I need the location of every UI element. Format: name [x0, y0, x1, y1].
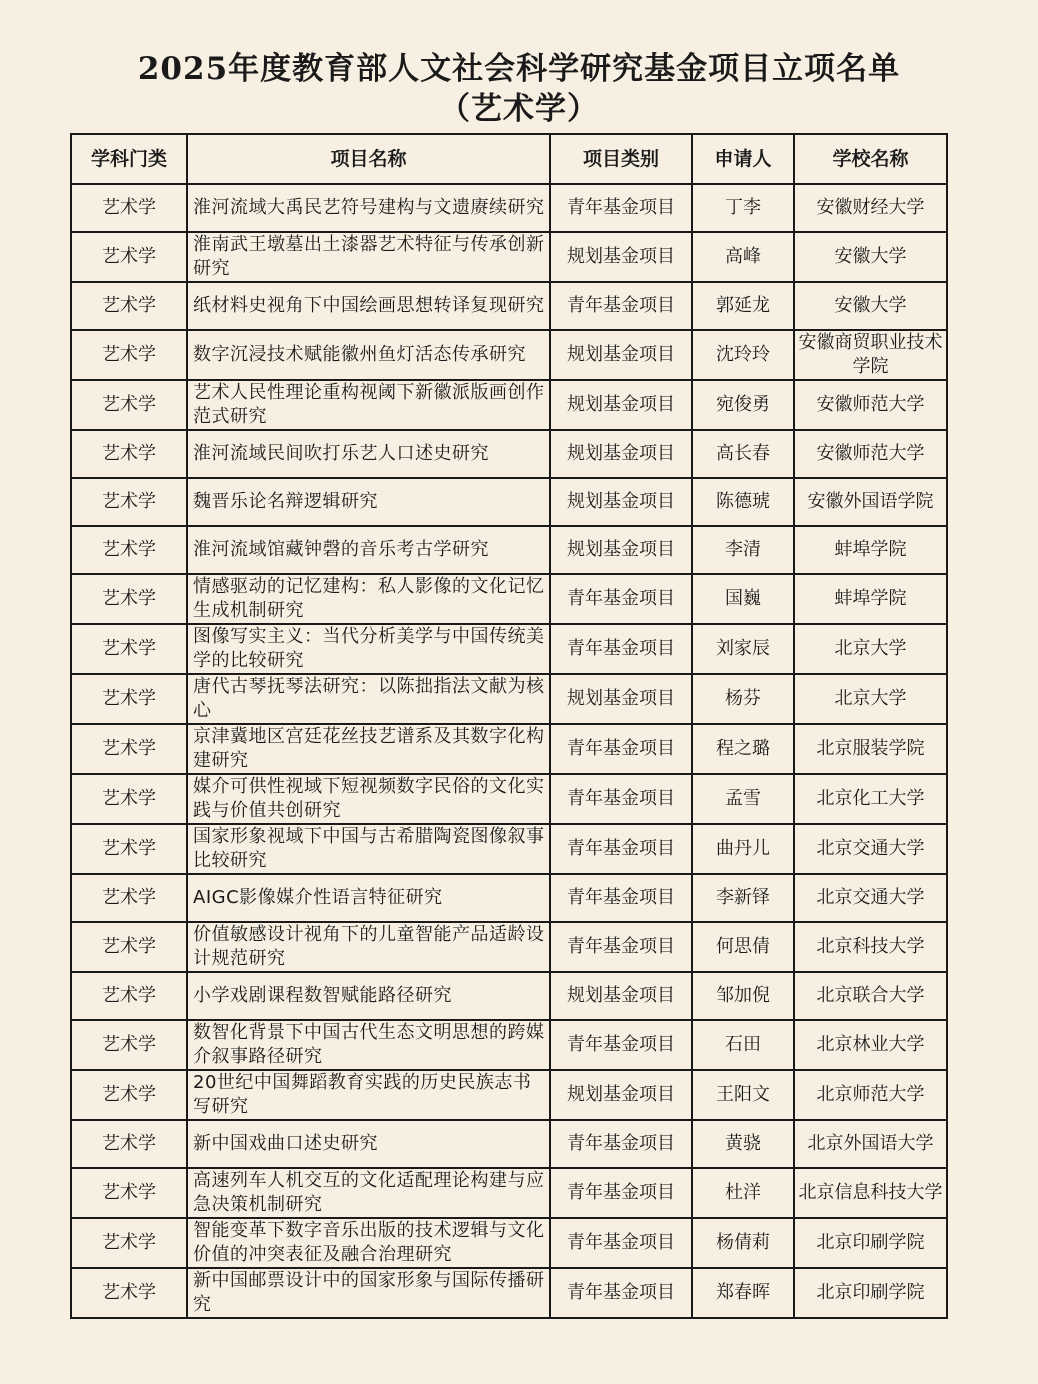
cell-discipline: 艺术学	[71, 1168, 187, 1218]
table-row	[71, 922, 947, 972]
cell-project-type: 规划基金项目	[550, 380, 692, 430]
cell-applicant: 李新铎	[692, 874, 794, 922]
cell-project-type: 青年基金项目	[550, 282, 692, 330]
header-school: 学校名称	[794, 134, 947, 184]
cell-project-type: 青年基金项目	[550, 774, 692, 824]
cell-project-name: 淮南武王墩墓出土漆器艺术特征与传承创新研究	[187, 232, 550, 282]
cell-project-type: 规划基金项目	[550, 972, 692, 1020]
cell-school: 北京印刷学院	[794, 1218, 947, 1268]
cell-school: 安徽大学	[794, 232, 947, 282]
cell-project-name: 新中国戏曲口述史研究	[187, 1120, 550, 1168]
cell-project-type: 青年基金项目	[550, 874, 692, 922]
cell-project-name: 艺术人民性理论重构视阈下新徽派版画创作范式研究	[187, 380, 550, 430]
table-header-row	[71, 134, 947, 184]
cell-applicant: 石田	[692, 1020, 794, 1070]
cell-project-name: 淮河流域大禹民艺符号建构与文遗赓续研究	[187, 184, 550, 232]
table-row	[71, 724, 947, 774]
cell-project-type: 规划基金项目	[550, 478, 692, 526]
page-subtitle: （艺术学）	[439, 91, 599, 127]
table-body	[71, 184, 947, 1318]
table-row	[71, 1218, 947, 1268]
table-row	[71, 430, 947, 478]
cell-applicant: 郑春晖	[692, 1268, 794, 1318]
cell-project-name: 小学戏剧课程数智赋能路径研究	[187, 972, 550, 1020]
header-discipline: 学科门类	[71, 134, 187, 184]
cell-project-name: 魏晋乐论名辩逻辑研究	[187, 478, 550, 526]
cell-project-type: 青年基金项目	[550, 1268, 692, 1318]
cell-discipline: 艺术学	[71, 874, 187, 922]
cell-applicant: 高峰	[692, 232, 794, 282]
cell-school: 北京外国语大学	[794, 1120, 947, 1168]
cell-project-name: 国家形象视域下中国与古希腊陶瓷图像叙事比较研究	[187, 824, 550, 874]
cell-school: 安徽大学	[794, 282, 947, 330]
table-row	[71, 380, 947, 430]
cell-school: 北京信息科技大学	[794, 1168, 947, 1218]
cell-discipline: 艺术学	[71, 1218, 187, 1268]
cell-school: 安徽外国语学院	[794, 478, 947, 526]
cell-discipline: 艺术学	[71, 380, 187, 430]
cell-applicant: 李清	[692, 526, 794, 574]
cell-applicant: 陈德琥	[692, 478, 794, 526]
cell-applicant: 高长春	[692, 430, 794, 478]
cell-applicant: 刘家辰	[692, 624, 794, 674]
table-row	[71, 1120, 947, 1168]
cell-school: 蚌埠学院	[794, 526, 947, 574]
cell-project-type: 青年基金项目	[550, 724, 692, 774]
cell-school: 北京交通大学	[794, 874, 947, 922]
cell-project-type: 青年基金项目	[550, 922, 692, 972]
cell-school: 北京林业大学	[794, 1020, 947, 1070]
cell-applicant: 曲丹儿	[692, 824, 794, 874]
cell-applicant: 程之璐	[692, 724, 794, 774]
cell-project-name: 淮河流域馆藏钟磬的音乐考古学研究	[187, 526, 550, 574]
cell-project-name: 淮河流域民间吹打乐艺人口述史研究	[187, 430, 550, 478]
table-row	[71, 1070, 947, 1120]
cell-project-type: 青年基金项目	[550, 184, 692, 232]
cell-applicant: 何思倩	[692, 922, 794, 972]
cell-applicant: 杨芬	[692, 674, 794, 724]
cell-school: 北京科技大学	[794, 922, 947, 972]
cell-school: 北京交通大学	[794, 824, 947, 874]
table-row	[71, 824, 947, 874]
table-row	[71, 232, 947, 282]
cell-project-type: 规划基金项目	[550, 1070, 692, 1120]
cell-discipline: 艺术学	[71, 1120, 187, 1168]
cell-project-type: 青年基金项目	[550, 824, 692, 874]
cell-discipline: 艺术学	[71, 282, 187, 330]
table-row	[71, 1268, 947, 1318]
cell-school: 北京大学	[794, 624, 947, 674]
table-row	[71, 184, 947, 232]
header-applicant: 申请人	[692, 134, 794, 184]
header-type: 项目类别	[550, 134, 692, 184]
cell-project-type: 青年基金项目	[550, 1218, 692, 1268]
project-list-table	[70, 133, 948, 1319]
cell-discipline: 艺术学	[71, 774, 187, 824]
cell-applicant: 郭延龙	[692, 282, 794, 330]
cell-discipline: 艺术学	[71, 478, 187, 526]
page-title: 2025年度教育部人文社会科学研究基金项目立项名单	[137, 51, 901, 87]
cell-applicant: 黄骁	[692, 1120, 794, 1168]
cell-applicant: 丁李	[692, 184, 794, 232]
table-row	[71, 774, 947, 824]
cell-project-name: 图像写实主义：当代分析美学与中国传统美学的比较研究	[187, 624, 550, 674]
table-row	[71, 574, 947, 624]
table-row	[71, 1168, 947, 1218]
cell-school: 北京大学	[794, 674, 947, 724]
cell-project-name: 智能变革下数字音乐出版的技术逻辑与文化价值的冲突表征及融合治理研究	[187, 1218, 550, 1268]
cell-project-name: 价值敏感设计视角下的儿童智能产品适龄设计规范研究	[187, 922, 550, 972]
cell-discipline: 艺术学	[71, 922, 187, 972]
cell-project-type: 青年基金项目	[550, 624, 692, 674]
cell-applicant: 孟雪	[692, 774, 794, 824]
cell-project-type: 规划基金项目	[550, 232, 692, 282]
cell-project-name: 纸材料史视角下中国绘画思想转译复现研究	[187, 282, 550, 330]
cell-project-name: 唐代古琴抚琴法研究：以陈拙指法文献为核心	[187, 674, 550, 724]
cell-discipline: 艺术学	[71, 724, 187, 774]
cell-project-type: 青年基金项目	[550, 1168, 692, 1218]
cell-discipline: 艺术学	[71, 330, 187, 380]
cell-project-type: 青年基金项目	[550, 574, 692, 624]
cell-project-type: 规划基金项目	[550, 526, 692, 574]
cell-applicant: 杜洋	[692, 1168, 794, 1218]
cell-discipline: 艺术学	[71, 1020, 187, 1070]
cell-project-type: 规划基金项目	[550, 430, 692, 478]
cell-discipline: 艺术学	[71, 430, 187, 478]
cell-project-name: 新中国邮票设计中的国家形象与国际传播研究	[187, 1268, 550, 1318]
cell-applicant: 杨倩莉	[692, 1218, 794, 1268]
cell-school: 北京联合大学	[794, 972, 947, 1020]
cell-school: 安徽财经大学	[794, 184, 947, 232]
cell-applicant: 沈玲玲	[692, 330, 794, 380]
cell-applicant: 邹加倪	[692, 972, 794, 1020]
cell-discipline: 艺术学	[71, 526, 187, 574]
cell-discipline: 艺术学	[71, 184, 187, 232]
cell-school: 北京印刷学院	[794, 1268, 947, 1318]
cell-discipline: 艺术学	[71, 1070, 187, 1120]
cell-discipline: 艺术学	[71, 824, 187, 874]
cell-applicant: 宛俊勇	[692, 380, 794, 430]
table-row	[71, 330, 947, 380]
cell-discipline: 艺术学	[71, 972, 187, 1020]
cell-discipline: 艺术学	[71, 574, 187, 624]
cell-project-name: AIGC影像媒介性语言特征研究	[187, 874, 550, 922]
table-row	[71, 478, 947, 526]
cell-school: 北京师范大学	[794, 1070, 947, 1120]
cell-project-type: 规划基金项目	[550, 330, 692, 380]
cell-school: 蚌埠学院	[794, 574, 947, 624]
cell-discipline: 艺术学	[71, 232, 187, 282]
table-row	[71, 624, 947, 674]
cell-project-name: 20世纪中国舞蹈教育实践的历史民族志书写研究	[187, 1070, 550, 1120]
cell-project-name: 高速列车人机交互的文化适配理论构建与应急决策机制研究	[187, 1168, 550, 1218]
cell-project-name: 媒介可供性视域下短视频数字民俗的文化实践与价值共创研究	[187, 774, 550, 824]
cell-project-type: 青年基金项目	[550, 1120, 692, 1168]
cell-discipline: 艺术学	[71, 624, 187, 674]
cell-school: 北京服装学院	[794, 724, 947, 774]
table-row	[71, 674, 947, 724]
cell-school: 安徽商贸职业技术学院	[794, 330, 947, 380]
table-row	[71, 972, 947, 1020]
cell-school: 安徽师范大学	[794, 430, 947, 478]
cell-applicant: 国巍	[692, 574, 794, 624]
table-row	[71, 282, 947, 330]
cell-school: 安徽师范大学	[794, 380, 947, 430]
cell-applicant: 王阳文	[692, 1070, 794, 1120]
table-row	[71, 1020, 947, 1070]
cell-project-name: 数智化背景下中国古代生态文明思想的跨媒介叙事路径研究	[187, 1020, 550, 1070]
table-row	[71, 874, 947, 922]
header-project: 项目名称	[187, 134, 550, 184]
cell-discipline: 艺术学	[71, 674, 187, 724]
cell-project-type: 青年基金项目	[550, 1020, 692, 1070]
cell-discipline: 艺术学	[71, 1268, 187, 1318]
table-row	[71, 526, 947, 574]
cell-project-name: 京津冀地区宫廷花丝技艺谱系及其数字化构建研究	[187, 724, 550, 774]
cell-school: 北京化工大学	[794, 774, 947, 824]
cell-project-type: 规划基金项目	[550, 674, 692, 724]
cell-project-name: 情感驱动的记忆建构：私人影像的文化记忆生成机制研究	[187, 574, 550, 624]
cell-project-name: 数字沉浸技术赋能徽州鱼灯活态传承研究	[187, 330, 550, 380]
